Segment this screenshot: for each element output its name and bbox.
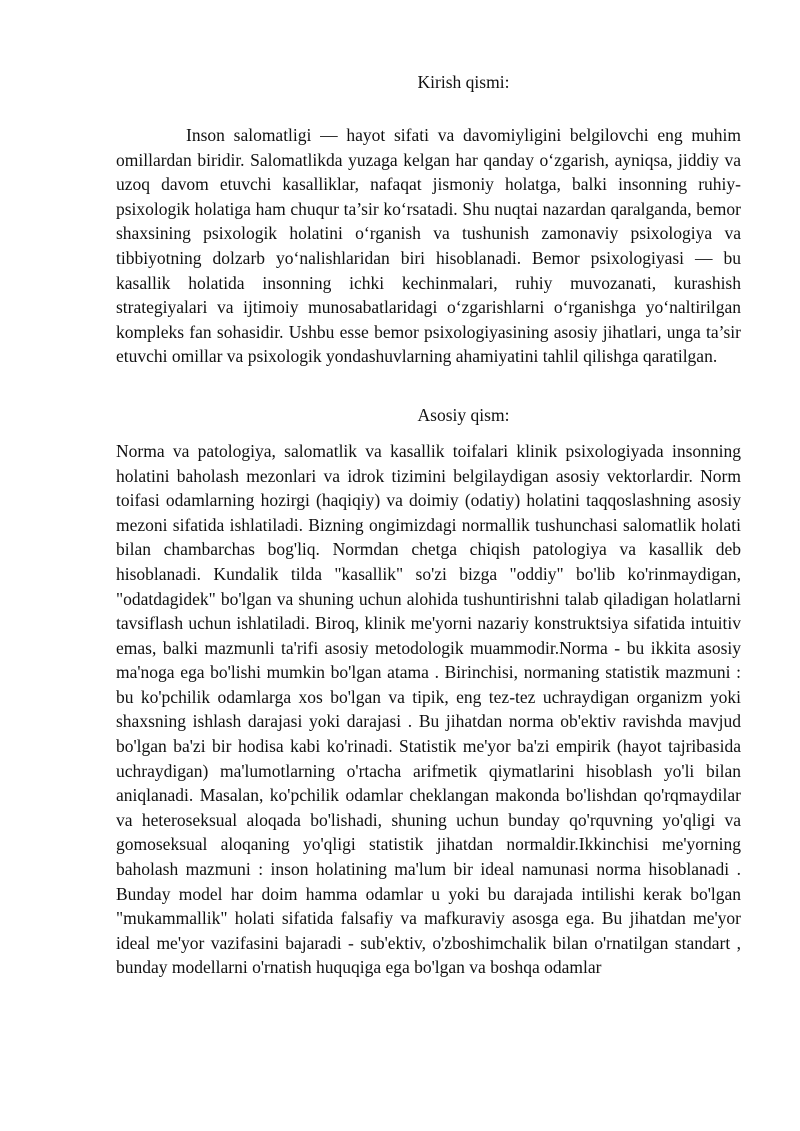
document-page — [116, 70, 741, 980]
main-heading: Asosiy qism: — [417, 404, 510, 425]
intro-heading: Kirish qismi: — [417, 72, 510, 92]
intro-paragraph: Inson salomatligi — hayot sifati va davomiyligini belgilovchi eng muhim omillardan biridir. Salomatlikda yuzaga kelgan har qanday o‘zgarish, ayniqsa, jiddiy va uzoq davom etuvchi kasalliklar, nafaqat jismoniy holatga, balki insonning ruhiy-psixologik holatiga ham chuqur ta’sir ko‘rsatadi. Shu nuqtai nazardan qaralganda, bemor shaxsining psixologik holatini o‘rganish va tushunish zamonaviy psixologiya va tibbiyotning dolzarb yo‘nalishlaridan biri hisoblanadi. Bemor psixologiyasi — bu kasallik holatida insonning ichki kechinmalari, ruhiy muvozanati, kurashish strategiyalari va ijtimoiy munosabatlaridagi o‘zgarishlarni o‘rganishga yo‘naltirilgan kompleks fan sohasidir. Ushbu esse bemor psixologiyasining asosiy jihatlari, unga ta’sir etuvchi omillar va psixologik yondashuvlarning ahamiyatini tahlil qilishga qaratilgan. — [116, 125, 741, 367]
main-paragraph: Norma va patologiya, salomatlik va kasallik toifalari klinik psixologiyada insonning holatini baholash mezonlari va idrok tizimini belgilaydigan asosiy vektorlardir. Norm toifasi odamlarning hozirgi (haqiqiy) va doimiy (odatiy) holatini taqqoslashning asosiy mezoni sifatida ishlatiladi. Bizning ongimizdagi normallik tushunchasi salomatlik holati bilan chambarchas bog'liq. Normdan chetga chiqish patologiya va kasallik deb hisoblanadi. Kundalik tilda "kasallik" so'zi bizga "oddiy" bo'lib ko'rinmaydigan, "odatdagidek" bo'lgan va shuning uchun alohida tushuntirishni talab qiladigan holatlarni tavsiflash uchun ishlatiladi. Biroq, klinik me'yorni nazariy konstruktsiya sifatida intuitiv emas, balki mazmunli ta'rifi asosiy metodologik muammodir.Norma - bu ikkita asosiy ma'noga ega bo'lishi mumkin bo'lgan atama . Birinchisi, normaning statistik mazmuni : bu ko'pchilik odamlarga xos bo'lgan va tipik, eng tez-tez uchraydigan organizm yoki shaxsning ishlash darajasi yoki darajasi . Bu jihatdan norma ob'ektiv ravishda mavjud bo'lgan ba'zi bir hodisa kabi ko'rinadi. Statistik me'yor ba'zi empirik (hayot tajribasida uchraydigan) ma'lumotlarning o'rtacha arifmetik qiymatlarini hisoblash yo'li bilan aniqlanadi. Masalan, ko'pchilik odamlar cheklangan makonda bo'lishdan qo'rqmaydilar va heteroseksual aloqada bo'lishadi, shuning uchun bunday qo'rquvning yo'qligi va gomoseksual aloqaning yo'qligi statistik jihatdan normaldir.Ikkinchisi me'yorning baholash mazmuni : inson holatining ma'lum bir ideal namunasi norma hisoblanadi . Bunday model har doim hamma odamlar u yoki bu darajada intilishi kerak bo'lgan "mukammallik" holati sifatida falsafiy va mafkuraviy asosga ega. Bu jihatdan me'yor ideal me'yor vazifasini bajaradi - sub'ektiv, o'zboshimchalik bilan o'rnatilgan standart , bunday modellarni o'rnatish huquqiga ega bo'lgan va boshqa odamlar — [116, 440, 741, 978]
